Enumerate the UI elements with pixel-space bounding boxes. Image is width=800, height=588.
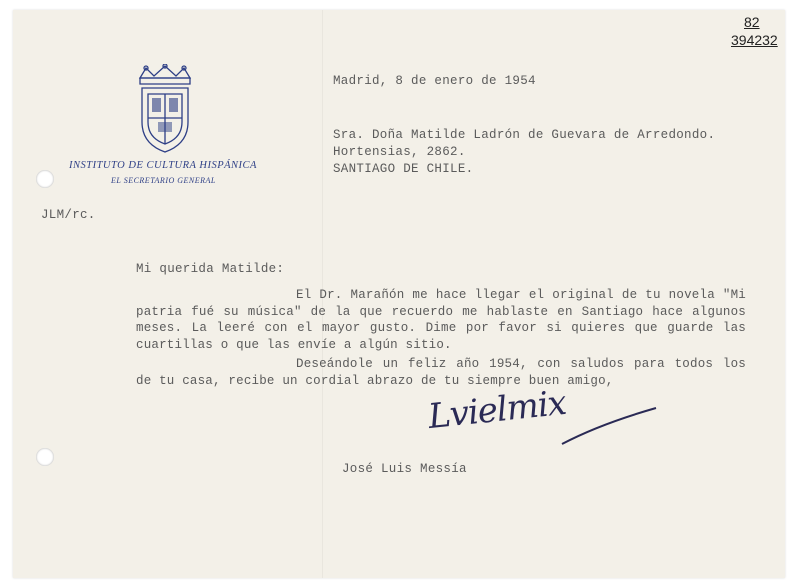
recipient-street: Hortensias, 2862. <box>333 145 466 159</box>
recipient-name: Sra. Doña Matilde Ladrón de Guevara de Arredondo. <box>333 128 716 142</box>
punch-hole-top <box>36 170 54 188</box>
date-line: Madrid, 8 de enero de 1954 <box>333 74 536 88</box>
institution-name: INSTITUTO DE CULTURA HISPÁNICA <box>69 160 257 171</box>
archive-number: 82 <box>744 14 760 30</box>
signature-flourish <box>560 404 660 450</box>
paragraph-1: El Dr. Marañón me hace llegar el original de tu novela "Mi patria fué su música" de la que recuerdo me hablaste en Santiago hace algunos meses. La leeré con el mayor gusto. Dime por favor si quieres que guarde las cuartillas o que las envíe a algún sitio. <box>136 288 746 352</box>
office-title: EL SECRETARIO GENERAL <box>111 176 216 185</box>
punch-hole-bottom <box>36 448 54 466</box>
reference-initials: JLM/rc. <box>41 208 96 222</box>
archive-code: 394232 <box>731 32 778 48</box>
recipient-city: SANTIAGO DE CHILE. <box>333 162 474 176</box>
paragraph-2: Deseándole un feliz año 1954, con saludos para todos los de tu casa, recibe un cordial abrazo de tu siempre buen amigo, <box>136 357 746 388</box>
handwritten-signature: Lvielmix <box>426 382 568 438</box>
signer-name: José Luis Messía <box>342 462 467 476</box>
royal-crest-icon <box>134 64 196 156</box>
salutation: Mi querida Matilde: <box>136 262 285 276</box>
